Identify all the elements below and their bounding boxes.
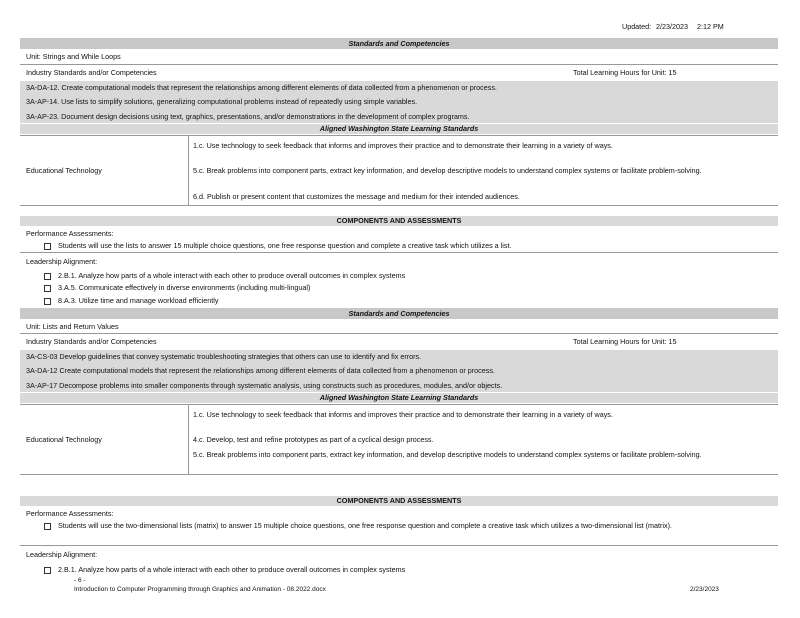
- components-title: COMPONENTS AND ASSESSMENTS: [20, 496, 778, 506]
- ed-tech-item: 5.c. Break problems into component parts, extract key information, and develop descriptive models to understand complex systems or facilitate problem-solving.: [193, 166, 702, 175]
- standard-item: 3A-DA-12 Create computational models that represent the relationships among different elements of data collected from a phenomenon or process.: [26, 366, 495, 375]
- updated-date: 2/23/2023: [656, 22, 688, 31]
- ed-tech-label: Educational Technology: [26, 435, 102, 444]
- section-title-standards: Standards and Competencies: [20, 308, 778, 319]
- unit-title: Unit: Strings and While Loops: [26, 52, 121, 61]
- performance-item: Students will use the two-dimensional lists (matrix) to answer 15 multiple choice questions, one free response question and complete a creative task which utilizes a two-dimensional list (matrix).: [44, 521, 764, 531]
- leadership-label: Leadership Alignment:: [26, 550, 98, 559]
- aligned-standards-title: Aligned Washington State Learning Standards: [20, 393, 778, 403]
- checkbox-icon: [44, 243, 51, 250]
- updated-time: 2:12 PM: [697, 22, 724, 31]
- aligned-standards-title: Aligned Washington State Learning Standards: [20, 124, 778, 134]
- checkbox-icon: [44, 523, 51, 530]
- ed-tech-item: 1.c. Use technology to seek feedback that informs and improves their practice and to demonstrate their learning in a variety of ways.: [193, 141, 613, 150]
- performance-label: Performance Assessments:: [26, 229, 114, 238]
- updated-label: Updated:: [622, 22, 652, 31]
- ed-tech-item: 4.c. Develop, test and refine prototypes as part of a cyclical design process.: [193, 435, 434, 444]
- ed-tech-item: 5.c. Break problems into component parts, extract key information, and develop descriptive models to understand complex systems or facilitate problem-solving.: [193, 450, 702, 459]
- document-name: Introduction to Computer Programming through Graphics and Animation - 08.2022.docx: [74, 586, 326, 593]
- page-number: - 6 -: [74, 577, 86, 584]
- standard-item: 3A-AP-17 Decompose problems into smaller components through systematic analysis, using constructs such as procedures, modules, and/or objects.: [26, 381, 503, 390]
- ed-tech-label: Educational Technology: [26, 166, 102, 175]
- ed-tech-item: 1.c. Use technology to seek feedback that informs and improves their practice and to demonstrate their learning in a variety of ways.: [193, 410, 613, 419]
- leadership-item: 8.A.3. Utilize time and manage workload efficiently: [44, 296, 218, 305]
- performance-item: Students will use the lists to answer 15 multiple choice questions, one free response question and complete a creative task which utilizes a list.: [44, 241, 511, 250]
- industry-standards-label: Industry Standards and/or Competencies: [26, 337, 157, 346]
- checkbox-icon: [44, 567, 51, 574]
- footer-date: 2/23/2023: [690, 586, 719, 593]
- performance-label: Performance Assessments:: [26, 509, 114, 518]
- leadership-label: Leadership Alignment:: [26, 257, 98, 266]
- standard-item: 3A-AP-23. Document design decisions using text, graphics, presentations, and/or demonstrations in the development of complex programs.: [26, 112, 470, 121]
- standard-item: 3A-DA-12. Create computational models that represent the relationships among different elements of data collected from a phenomenon or process.: [26, 83, 497, 92]
- leadership-item: 3.A.5. Communicate effectively in diverse environments (including multi-lingual): [44, 283, 310, 292]
- checkbox-icon: [44, 273, 51, 280]
- total-learning-hours: Total Learning Hours for Unit: 15: [573, 68, 677, 77]
- total-learning-hours: Total Learning Hours for Unit: 15: [573, 337, 677, 346]
- ed-tech-item: 6.d. Publish or present content that customizes the message and medium for their intended audiences.: [193, 192, 520, 201]
- standard-item: 3A-AP-14. Use lists to simplify solutions, generalizing computational problems instead of repeatedly using simple variables.: [26, 97, 418, 106]
- industry-standards-label: Industry Standards and/or Competencies: [26, 68, 157, 77]
- checkbox-icon: [44, 298, 51, 305]
- leadership-item: 2.B.1. Analyze how parts of a whole interact with each other to produce overall outcomes in complex systems: [44, 565, 405, 574]
- components-title: COMPONENTS AND ASSESSMENTS: [20, 216, 778, 226]
- unit-title: Unit: Lists and Return Values: [26, 322, 119, 331]
- standard-item: 3A-CS-03 Develop guidelines that convey systematic troubleshooting strategies that others can use to identify and fix errors.: [26, 352, 422, 361]
- leadership-item: 2.B.1. Analyze how parts of a whole interact with each other to produce overall outcomes in complex systems: [44, 271, 405, 280]
- section-title-standards: Standards and Competencies: [20, 38, 778, 49]
- checkbox-icon: [44, 285, 51, 292]
